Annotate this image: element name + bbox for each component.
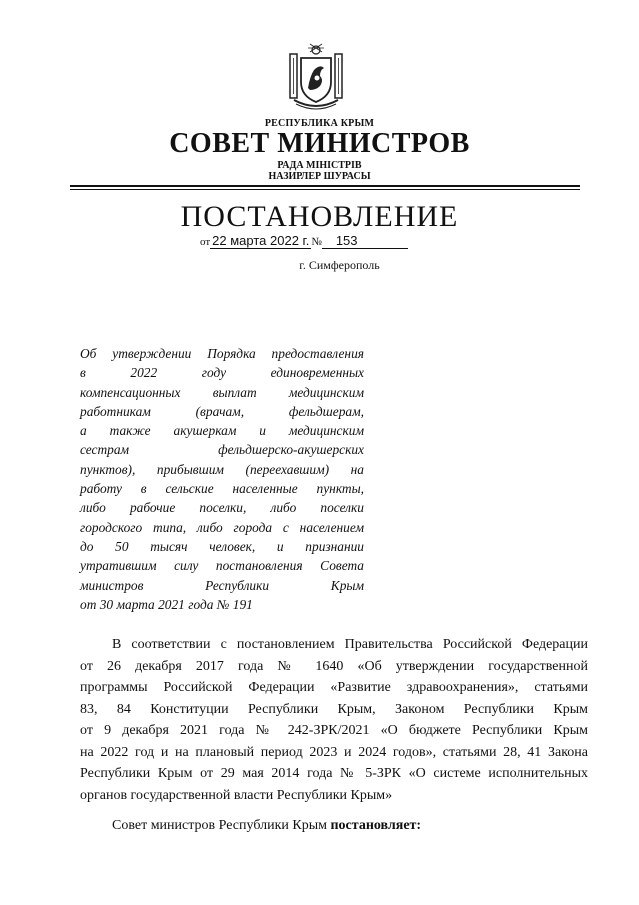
resolution-line <box>112 818 421 834</box>
coat-of-arms-icon <box>286 40 346 112</box>
resolution-lead: Совет министров Республики Крым <box>112 818 331 833</box>
subject-line: утратившим силу постановления Совета <box>80 558 364 574</box>
subject-line: до 50 тысяч человек, и признании <box>80 538 364 554</box>
preamble <box>80 634 588 806</box>
preamble-line: от 26 декабря 2017 года № 1640 «Об утверждении государственной <box>80 658 588 674</box>
subject-line: а также акушеркам и медицинским <box>80 423 364 439</box>
preamble-line: 83, 84 Конституции Республики Крым, Законом Республики Крым <box>80 701 588 717</box>
subject-line: сестрам фельдшерско-акушерских <box>80 442 364 458</box>
preamble-line: органов государственной власти Республики Крым» <box>80 787 393 803</box>
subject-line: либо рабочие поселки, либо поселки <box>80 500 364 516</box>
council-name-crimean-tatar: НАЗИРЛЕР ШУРАСЫ <box>268 171 371 182</box>
decree-dateline <box>200 233 408 249</box>
subject-line: компенсационных выплат медицинским <box>80 384 364 400</box>
city: г. Симферополь <box>299 258 380 272</box>
decree-date: 22 марта 2022 г. <box>212 233 310 248</box>
preamble-line: от 9 декабря 2021 года № 242-ЗРК/2021 «О бюджете Республики Крым <box>80 723 588 738</box>
subject-line: работникам (врачам, фельдшерам, <box>80 403 364 419</box>
subject-line: работу в сельские населенные пункты, <box>80 481 364 497</box>
resolution-verb: постановляет: <box>330 818 422 833</box>
number-prefix: № <box>311 236 322 248</box>
subject-line: Об утверждении Порядка предоставления <box>80 346 364 361</box>
decree-number: 153 <box>322 233 408 249</box>
council-name-ukrainian: РАДА МІНІСТРІВ <box>277 160 362 171</box>
subject-line: в 2022 году единовременных <box>80 365 364 381</box>
council-name: СОВЕТ МИНИСТРОВ <box>169 128 470 159</box>
document-type-title: ПОСТАНОВЛЕНИЕ <box>180 200 459 233</box>
preamble-line: В соответствии с постановлением Правительства Российской Федерации <box>112 637 588 652</box>
header-rule-thin <box>70 189 580 190</box>
header-rule <box>70 185 580 187</box>
subject-line: от 30 марта 2021 года № 191 <box>80 596 253 612</box>
preamble-line: программы Российской Федерации «Развитие здравоохранения», статьями <box>80 680 588 695</box>
preamble-line: Республики Крым от 29 мая 2014 года № 5-ЗРК «О системе исполнительных <box>80 766 588 781</box>
subject-line: пунктов), прибывшим (переехавшим) на <box>80 461 364 477</box>
decree-subject <box>80 344 364 614</box>
subject-line: городского типа, либо города с населением <box>80 519 364 535</box>
preamble-line: на 2022 год и на плановый период 2023 и 2024 годов», статьями 28, 41 Закона <box>80 744 588 760</box>
date-prefix: от <box>200 236 211 248</box>
republic-name: РЕСПУБЛИКА КРЫМ <box>264 118 375 129</box>
subject-line: министров Республики Крым <box>80 577 364 593</box>
